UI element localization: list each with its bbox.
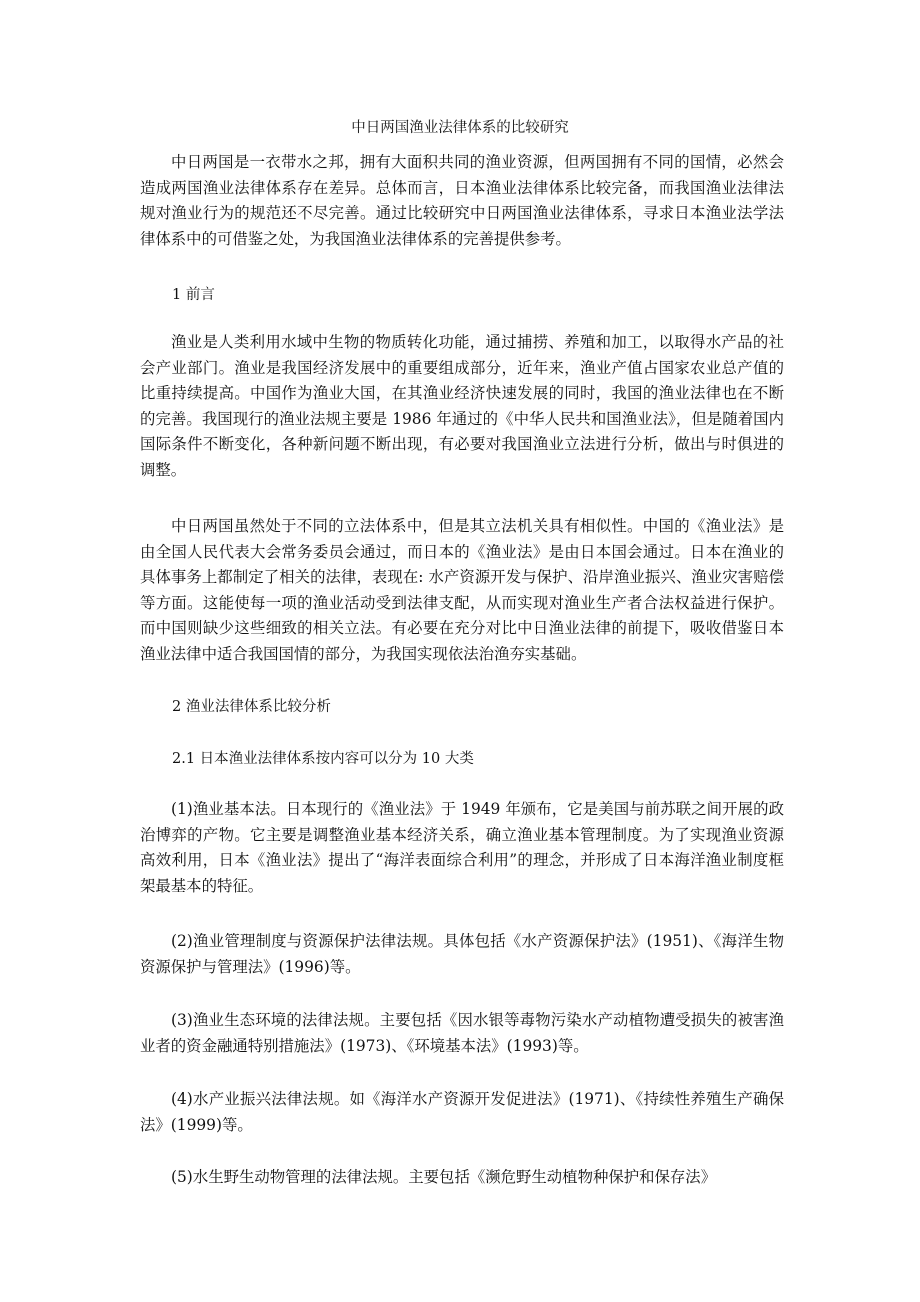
list-item-1: (1)渔业基本法。日本现行的《渔业法》于 1949 年颁布，它是美国与前苏联之间开展的政治博弈的产物。它主要是调整渔业基本经济关系，确立渔业基本管理制度。为了实现渔业资源高效利用，日本《渔业法》提出了“海洋表面综合利用”的理念，并形成了日本海洋渔业制度框架最基本的特征。 (140, 800, 784, 895)
list-item-4: (4)水产业振兴法律法规。如《海洋水产资源开发促进法》(1971)、《持续性养殖生产确保法》(1999)等。 (140, 1090, 784, 1134)
abstract-paragraph: 中日两国是一衣带水之邦，拥有大面积共同的渔业资源，但两国拥有不同的国情，必然会造成两国渔业法律体系存在差异。总体而言，日本渔业法律体系比较完备，而我国渔业法律法规对渔业行为的规范还不尽完善。通过比较研究中日两国渔业法律体系，寻求日本渔业法学法律体系中的可借鉴之处，为我国渔业法律体系的完善提供参考。 (140, 153, 784, 248)
section-1-heading: 1 前言 (172, 287, 215, 303)
section-1-paragraph-1: 渔业是人类利用水域中生物的物质转化功能，通过捕捞、养殖和加工，以取得水产品的社会产业部门。渔业是我国经济发展中的重要组成部分，近年来，渔业产值占国家农业总产值的比重持续提高。中国作为渔业大国，在其渔业经济快速发展的同时，我国的渔业法律也在不断的完善。我国现行的渔业法规主要是 1986 年通过的《中华人民共和国渔业法》，但是随着国内国际条件不断变化，各种新问题不断出现，有必要对我国渔业立法进行分析，做出与时俱进的调整。 (140, 333, 784, 479)
document-title: 中日两国渔业法律体系的比较研究 (351, 120, 569, 136)
section-2-heading: 2 渔业法律体系比较分析 (172, 699, 331, 715)
list-item-3: (3)渔业生态环境的法律法规。主要包括《因水银等毒物污染水产动植物遭受损失的被害渔业者的资金融通特别措施法》(1973)、《环境基本法》(1993)等。 (140, 1011, 784, 1055)
list-item-2: (2)渔业管理制度与资源保护法律法规。具体包括《水产资源保护法》(1951)、《海洋生物资源保护与管理法》(1996)等。 (140, 932, 784, 976)
section-1-paragraph-2: 中日两国虽然处于不同的立法体系中，但是其立法机关具有相似性。中国的《渔业法》是由全国人民代表大会常务委员会通过，而日本的《渔业法》是由日本国会通过。日本在渔业的具体事务上都制定了相关的法律，表现在: 水产资源开发与保护、沿岸渔业振兴、渔业灾害赔偿等方面。这能使每一项的渔业活动受到法律支配，从而实现对渔业生产者合法权益进行保护。而中国则缺少这些细致的相关立法。有必要在充分对比中日渔业法律的前提下，吸收借鉴日本渔业法律中适合我国国情的部分，为我国实现依法治渔夯实基础。 (140, 517, 784, 663)
list-item-5: (5)水生野生动物管理的法律法规。主要包括《濒危野生动植物种保护和保存法》 (171, 1168, 717, 1186)
section-2-1-subheading: 2.1 日本渔业法律体系按内容可以分为 10 大类 (172, 751, 474, 767)
